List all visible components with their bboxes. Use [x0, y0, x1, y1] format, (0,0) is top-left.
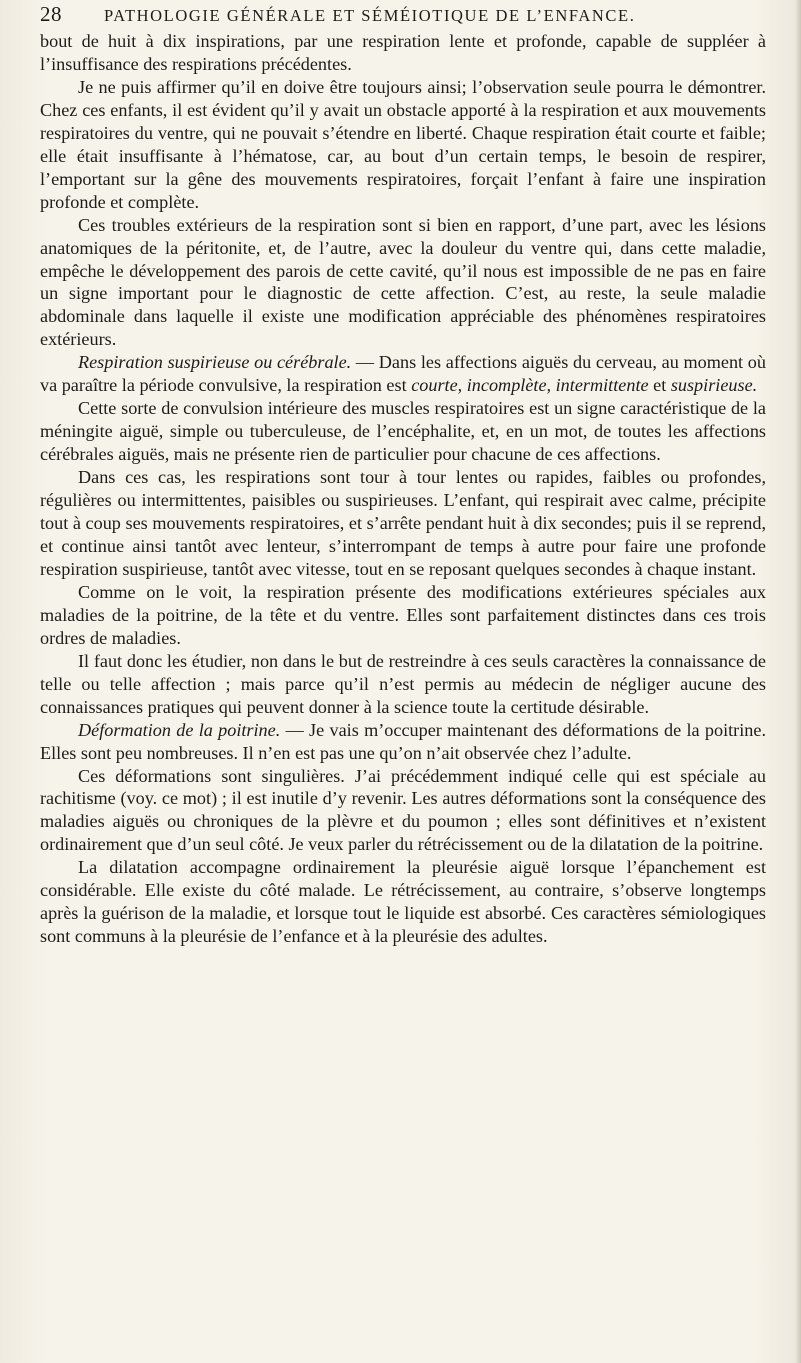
text-run: — Je vais m’occuper maintenant des déformations de la poitrine. Elles sont peu nombreuses. Il n’en est pas une qu’on n’ait observée chez l’adulte.	[40, 719, 766, 763]
paragraph: bout de huit à dix inspirations, par une respiration lente et profonde, capable de suppléer à l’insuffisance des respirations précédentes.	[40, 31, 766, 74]
page-header	[40, 2, 770, 32]
text-run: — Dans les affections aiguës du cerveau, au moment où va paraître la période convulsive, la respiration est	[40, 352, 766, 396]
paragraph: Ces déformations sont singulières. J’ai précédemment indiqué celle qui est spéciale au rachitisme (voy. ce mot) ; il est inutile d’y revenir. Les autres déformations sont la conséquence des maladies aiguës ou chroniques de la plèvre et du poumon ; elles sont définitives et n’existent ordinairement que d’un seul côté. Je veux parler du rétrécissement ou de la dilatation de la poitrine.	[40, 765, 766, 855]
paragraph: Dans ces cas, les respirations sont tour à tour lentes ou rapides, faibles ou profondes, régulières ou intermittentes, paisibles ou suspirieuses. L’enfant, qui respirait avec calme, précipite tout à coup ses mouvements respiratoires, et s’arrête pendant huit à dix secondes; puis il se reprend, et continue ainsi tantôt avec lenteur, s’interrompant de temps à autre pour faire une profonde respiration suspirieuse, tantôt avec vitesse, tout en se reposant quelques secondes à chaque instant.	[40, 467, 766, 579]
text-run: et	[648, 375, 671, 396]
paragraph: La dilatation accompagne ordinairement la pleurésie aiguë lorsque l’épanchement est considérable. Elle existe du côté malade. Le rétrécissement, au contraire, s’observe longtemps après la guérison de la maladie, et lorsque tout le liquide est absorbé. Ces caractères sémiologiques sont communs à la pleurésie de l’enfance et à la pleurésie des adultes.	[40, 857, 766, 947]
section-title: Déformation de la poitrine.	[78, 719, 281, 740]
paragraph: Ces troubles extérieurs de la respiration sont si bien en rapport, d’une part, avec les lésions anatomiques de la péritonite, et, de l’autre, avec la douleur du ventre qui, dans cette maladie, empêche le développement des parois de cette cavité, qu’il nous est impossible de ne pas en faire un signe important pour le diagnostic de cette affection. C’est, au reste, la seule maladie abdominale dans laquelle il existe une modification appréciable des phénomènes respiratoires extérieurs.	[40, 214, 766, 350]
paragraph: Cette sorte de convulsion intérieure des muscles respiratoires est un signe caractéristique de la méningite aiguë, simple ou tuberculeuse, de l’encéphalite, et, en un mot, de toutes les affections cérébrales aiguës, mais ne présente rien de particulier pour chacune de ces affections.	[40, 398, 766, 465]
body-text	[40, 30, 766, 948]
paragraph: Comme on le voit, la respiration présente des modifications extérieures spéciales aux maladies de la poitrine, de la tête et du ventre. Elles sont parfaitement distinctes dans ces trois ordres de maladies.	[40, 581, 766, 648]
emphasis: courte, incomplète, intermittente	[411, 375, 649, 396]
page-edge-shadow	[795, 0, 801, 1363]
paragraph: Il faut donc les étudier, non dans le but de restreindre à ces seuls caractères la connaissance de telle ou telle affection ; mais parce qu’il n’est permis au médecin de négliger aucune des connaissances pratiques qui peuvent donner à la science toute la certitude désirable.	[40, 650, 766, 717]
running-head: PATHOLOGIE GÉNÉRALE ET SÉMÉIOTIQUE DE L’ENFANCE.	[104, 6, 636, 25]
paragraph-respiration-suspirieuse	[40, 351, 766, 397]
page-number: 28	[40, 2, 62, 26]
paragraph-deformation-poitrine	[40, 719, 766, 765]
section-title: Respiration suspirieuse ou cérébrale.	[78, 352, 352, 373]
paragraph: Je ne puis affirmer qu’il en doive être toujours ainsi; l’observation seule pourra le démontrer. Chez ces enfants, il est évident qu’il y avait un obstacle apporté à la respiration et aux mouvements respiratoires du ventre, qui ne pouvait s’étendre en liberté. Chaque respiration était courte et faible; elle était insuffisante à l’hématose, car, au bout d’un certain temps, le besoin de respirer, l’emportant sur la gêne des mouvements respiratoires, forçait l’enfant à faire une inspiration profonde et complète.	[40, 76, 766, 212]
emphasis: suspirieuse.	[670, 375, 758, 396]
